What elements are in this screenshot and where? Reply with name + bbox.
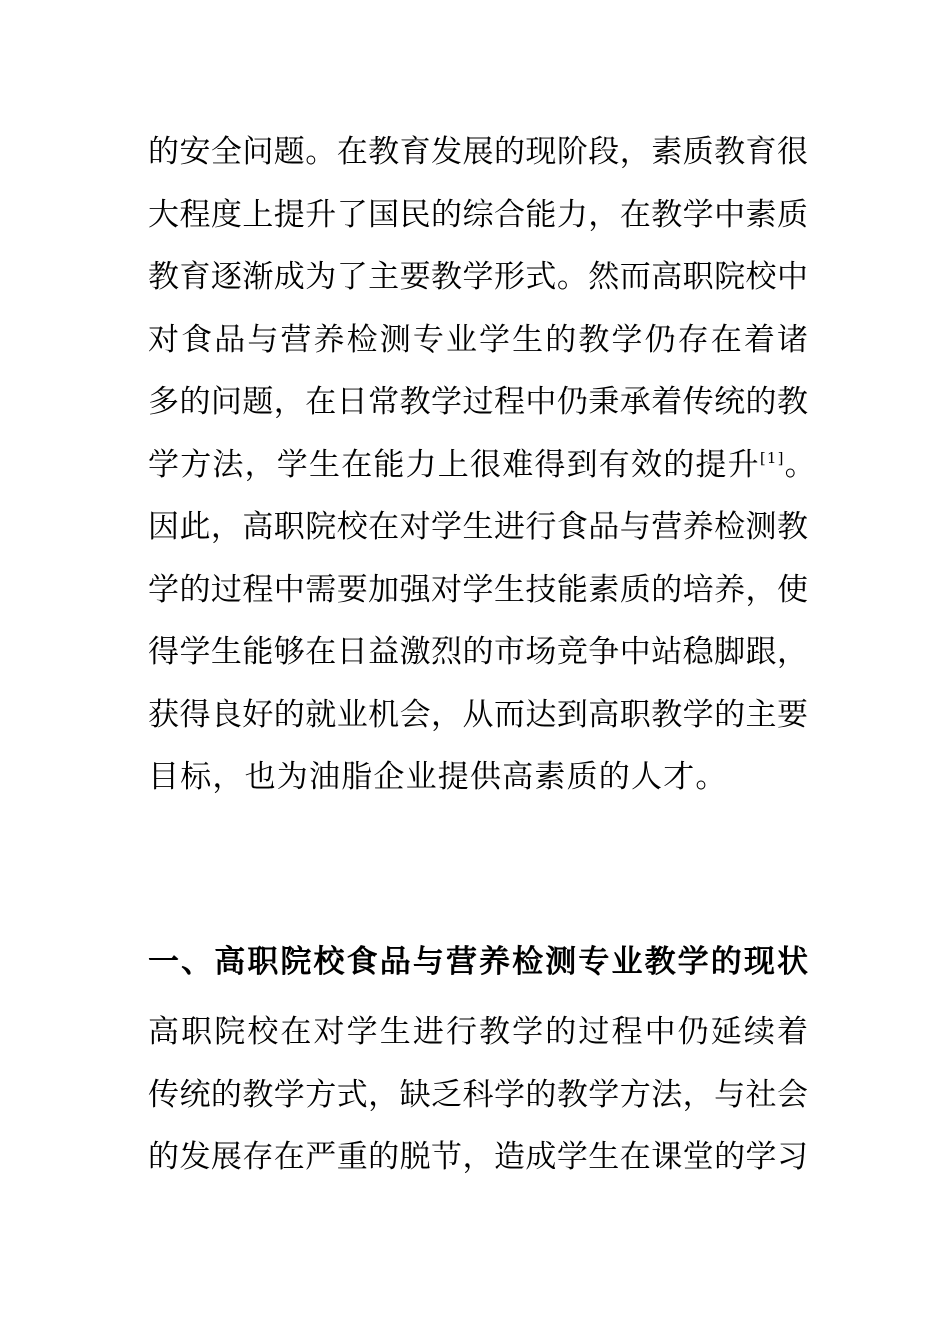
text-line: 传统的教学方式，缺乏科学的教学方法，与社会	[148, 1076, 808, 1113]
text-line: 学的过程中需要加强对学生技能素质的培养，使	[148, 571, 808, 608]
text-line: 教育逐渐成为了主要教学形式。然而高职院校中	[148, 259, 808, 295]
body-paragraph	[148, 1004, 808, 1192]
text-line: 的发展存在严重的脱节，造成学生在课堂的学习	[148, 1139, 808, 1175]
text-line: 因此，高职院校在对学生进行食品与营养检测教	[148, 509, 808, 545]
citation-marker: [1]	[759, 448, 785, 467]
text-line: 对食品与营养检测专业学生的教学仍存在着诸	[148, 321, 808, 358]
text-line-segment: 学方法，学生在能力上很难得到有效的提升	[148, 446, 760, 483]
text-line-with-citation	[148, 437, 817, 500]
text-line: 的安全问题。在教育发展的现阶段，素质教育很	[148, 134, 808, 170]
body-paragraph	[148, 124, 817, 812]
text-line: 多的问题，在日常教学过程中仍秉承着传统的教	[148, 384, 808, 420]
text-line: 高职院校在对学生进行教学的过程中仍延续着	[148, 1014, 808, 1050]
text-line: 得学生能够在日益激烈的市场竞争中站稳脚跟，	[148, 634, 808, 670]
text-line: 目标，也为油脂企业提供高素质的人才。	[148, 759, 728, 795]
text-line: 大程度上提升了国民的综合能力，在教学中素质	[148, 196, 808, 233]
text-line-end: 。	[784, 446, 817, 483]
section-heading: 一、高职院校食品与营养检测专业教学的现状	[148, 944, 808, 980]
text-line: 获得良好的就业机会，从而达到高职教学的主要	[148, 696, 808, 733]
